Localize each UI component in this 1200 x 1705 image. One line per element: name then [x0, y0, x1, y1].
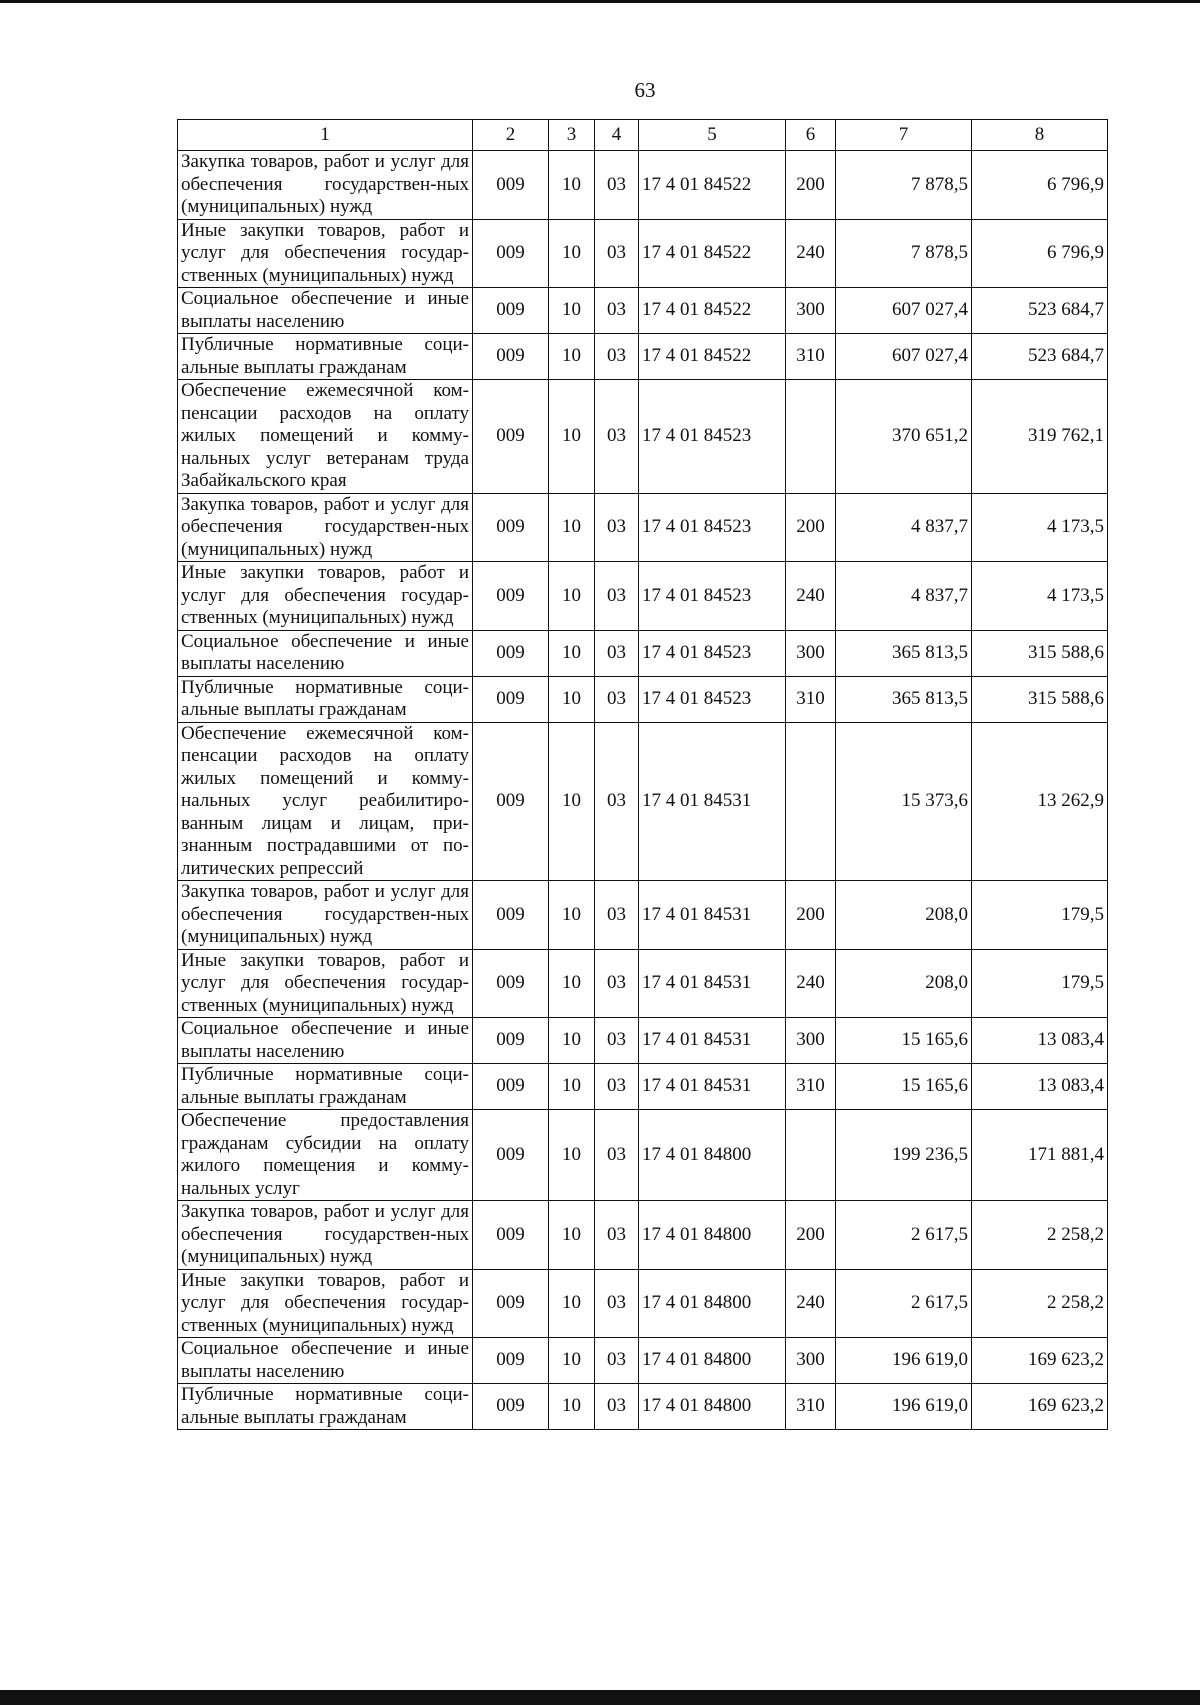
row-code-2-cell: 009: [473, 151, 549, 220]
row-amount-8-cell: 179,5: [972, 949, 1108, 1018]
row-code-6-cell: 240: [786, 949, 836, 1018]
scan-top-edge: [0, 0, 1200, 3]
table-row: [178, 219, 1108, 288]
row-amount-7-cell: 196 619,0: [836, 1384, 972, 1430]
row-amount-7-cell: 196 619,0: [836, 1338, 972, 1384]
row-amount-7-cell: 7 878,5: [836, 151, 972, 220]
row-code-4-cell: 03: [595, 1269, 639, 1338]
row-amount-7-cell: 15 165,6: [836, 1018, 972, 1064]
row-code-2-cell: 009: [473, 1201, 549, 1270]
column-header-4: 4: [595, 120, 639, 151]
row-name-cell: Социальное обеспечение и иные выплаты населению: [178, 288, 473, 334]
row-code-4-cell: 03: [595, 1018, 639, 1064]
row-amount-7-cell: 2 617,5: [836, 1201, 972, 1270]
row-code-5-cell: 17 4 01 84531: [639, 949, 786, 1018]
row-code-3-cell: 10: [549, 676, 595, 722]
row-code-2-cell: 009: [473, 676, 549, 722]
row-code-6-cell: [786, 722, 836, 881]
row-code-5-cell: 17 4 01 84531: [639, 722, 786, 881]
row-code-5-cell: 17 4 01 84522: [639, 334, 786, 380]
scan-bottom-edge: [0, 1690, 1200, 1705]
row-code-6-cell: 300: [786, 630, 836, 676]
row-code-4-cell: 03: [595, 1384, 639, 1430]
row-code-3-cell: 10: [549, 949, 595, 1018]
row-amount-7-cell: 208,0: [836, 881, 972, 950]
row-name-cell: Публичные нормативные соци-альные выплаты гражданам: [178, 1384, 473, 1430]
row-code-6-cell: 200: [786, 493, 836, 562]
row-code-5-cell: 17 4 01 84523: [639, 630, 786, 676]
row-code-2-cell: 009: [473, 1384, 549, 1430]
row-code-2-cell: 009: [473, 380, 549, 494]
row-code-2-cell: 009: [473, 1269, 549, 1338]
row-name-cell: Обеспечение ежемесячной ком-пенсации расходов на оплату жилых помещений и комму-нальных услуг реабилитиро-ванным лицам и лицам, при-знанным пострадавшими от по-литических репрессий: [178, 722, 473, 881]
row-code-6-cell: 200: [786, 881, 836, 950]
row-code-5-cell: 17 4 01 84531: [639, 1064, 786, 1110]
table-body: [178, 151, 1108, 1430]
row-amount-7-cell: 4 837,7: [836, 562, 972, 631]
row-code-6-cell: 310: [786, 676, 836, 722]
row-code-4-cell: 03: [595, 334, 639, 380]
table-row: [178, 881, 1108, 950]
row-code-3-cell: 10: [549, 1269, 595, 1338]
row-name-cell: Закупка товаров, работ и услуг для обеспечения государствен-ных (муниципальных) нужд: [178, 1201, 473, 1270]
row-name-cell: Закупка товаров, работ и услуг для обеспечения государствен-ных (муниципальных) нужд: [178, 493, 473, 562]
column-header-1: 1: [178, 120, 473, 151]
row-code-3-cell: 10: [549, 493, 595, 562]
row-amount-7-cell: 370 651,2: [836, 380, 972, 494]
row-code-4-cell: 03: [595, 630, 639, 676]
row-amount-7-cell: 15 165,6: [836, 1064, 972, 1110]
row-code-6-cell: 240: [786, 562, 836, 631]
row-amount-8-cell: 13 083,4: [972, 1064, 1108, 1110]
row-code-5-cell: 17 4 01 84531: [639, 1018, 786, 1064]
row-code-4-cell: 03: [595, 1110, 639, 1201]
row-code-2-cell: 009: [473, 219, 549, 288]
page-number: 63: [634, 78, 656, 102]
row-code-5-cell: 17 4 01 84531: [639, 881, 786, 950]
budget-table: [177, 119, 1108, 1430]
row-amount-8-cell: 315 588,6: [972, 676, 1108, 722]
row-code-3-cell: 10: [549, 380, 595, 494]
table-row: [178, 1269, 1108, 1338]
row-code-4-cell: 03: [595, 493, 639, 562]
row-code-3-cell: 10: [549, 1201, 595, 1270]
row-name-cell: Иные закупки товаров, работ и услуг для обеспечения государ-ственных (муниципальных) нужд: [178, 219, 473, 288]
row-name-cell: Обеспечение предоставления гражданам субсидии на оплату жилого помещения и комму-нальных услуг: [178, 1110, 473, 1201]
row-code-4-cell: 03: [595, 1064, 639, 1110]
row-code-5-cell: 17 4 01 84522: [639, 288, 786, 334]
row-code-3-cell: 10: [549, 334, 595, 380]
row-code-2-cell: 009: [473, 334, 549, 380]
row-code-5-cell: 17 4 01 84523: [639, 562, 786, 631]
row-code-2-cell: 009: [473, 493, 549, 562]
row-name-cell: Социальное обеспечение и иные выплаты населению: [178, 1338, 473, 1384]
row-code-3-cell: 10: [549, 1018, 595, 1064]
row-code-3-cell: 10: [549, 722, 595, 881]
table-header: [178, 120, 1108, 151]
row-name-cell: Публичные нормативные соци-альные выплаты гражданам: [178, 676, 473, 722]
row-code-5-cell: 17 4 01 84800: [639, 1338, 786, 1384]
column-header-3: 3: [549, 120, 595, 151]
column-header-2: 2: [473, 120, 549, 151]
row-amount-8-cell: 2 258,2: [972, 1201, 1108, 1270]
row-code-5-cell: 17 4 01 84522: [639, 219, 786, 288]
row-amount-7-cell: 7 878,5: [836, 219, 972, 288]
row-code-4-cell: 03: [595, 219, 639, 288]
row-code-2-cell: 009: [473, 1110, 549, 1201]
table-row: [178, 562, 1108, 631]
row-name-cell: Закупка товаров, работ и услуг для обеспечения государствен-ных (муниципальных) нужд: [178, 151, 473, 220]
row-code-5-cell: 17 4 01 84800: [639, 1110, 786, 1201]
row-code-2-cell: 009: [473, 1018, 549, 1064]
row-code-3-cell: 10: [549, 1338, 595, 1384]
row-code-3-cell: 10: [549, 288, 595, 334]
table-row: [178, 1338, 1108, 1384]
row-code-3-cell: 10: [549, 219, 595, 288]
row-amount-8-cell: 4 173,5: [972, 562, 1108, 631]
row-code-4-cell: 03: [595, 380, 639, 494]
row-code-5-cell: 17 4 01 84522: [639, 151, 786, 220]
row-code-6-cell: 200: [786, 1201, 836, 1270]
row-code-4-cell: 03: [595, 1201, 639, 1270]
row-code-6-cell: 300: [786, 1018, 836, 1064]
row-code-6-cell: [786, 380, 836, 494]
row-code-5-cell: 17 4 01 84523: [639, 676, 786, 722]
table-row: [178, 493, 1108, 562]
table-row: [178, 288, 1108, 334]
row-amount-8-cell: 523 684,7: [972, 288, 1108, 334]
row-code-6-cell: [786, 1110, 836, 1201]
row-amount-8-cell: 319 762,1: [972, 380, 1108, 494]
row-amount-8-cell: 6 796,9: [972, 151, 1108, 220]
row-code-6-cell: 310: [786, 1064, 836, 1110]
row-amount-7-cell: 199 236,5: [836, 1110, 972, 1201]
row-code-2-cell: 009: [473, 288, 549, 334]
row-code-2-cell: 009: [473, 1338, 549, 1384]
row-code-5-cell: 17 4 01 84523: [639, 493, 786, 562]
table-row: [178, 1110, 1108, 1201]
row-amount-8-cell: 4 173,5: [972, 493, 1108, 562]
row-amount-7-cell: 607 027,4: [836, 288, 972, 334]
row-code-4-cell: 03: [595, 676, 639, 722]
row-amount-7-cell: 607 027,4: [836, 334, 972, 380]
row-code-3-cell: 10: [549, 151, 595, 220]
table-row: [178, 380, 1108, 494]
row-amount-7-cell: 208,0: [836, 949, 972, 1018]
row-name-cell: Иные закупки товаров, работ и услуг для обеспечения государ-ственных (муниципальных) нужд: [178, 562, 473, 631]
row-code-6-cell: 310: [786, 334, 836, 380]
row-code-2-cell: 009: [473, 1064, 549, 1110]
row-code-4-cell: 03: [595, 722, 639, 881]
row-code-3-cell: 10: [549, 1384, 595, 1430]
row-name-cell: Иные закупки товаров, работ и услуг для обеспечения государ-ственных (муниципальных) нужд: [178, 949, 473, 1018]
row-code-6-cell: 300: [786, 1338, 836, 1384]
row-amount-8-cell: 13 262,9: [972, 722, 1108, 881]
row-code-2-cell: 009: [473, 562, 549, 631]
row-amount-8-cell: 13 083,4: [972, 1018, 1108, 1064]
row-code-5-cell: 17 4 01 84800: [639, 1201, 786, 1270]
table-row: [178, 334, 1108, 380]
row-amount-8-cell: 523 684,7: [972, 334, 1108, 380]
row-code-2-cell: 009: [473, 881, 549, 950]
row-code-2-cell: 009: [473, 722, 549, 881]
row-name-cell: Социальное обеспечение и иные выплаты населению: [178, 1018, 473, 1064]
row-code-3-cell: 10: [549, 1110, 595, 1201]
column-header-8: 8: [972, 120, 1108, 151]
row-name-cell: Обеспечение ежемесячной ком-пенсации расходов на оплату жилых помещений и комму-нальных услуг ветеранам труда Забайкальского края: [178, 380, 473, 494]
row-amount-8-cell: 315 588,6: [972, 630, 1108, 676]
row-amount-8-cell: 6 796,9: [972, 219, 1108, 288]
column-header-6: 6: [786, 120, 836, 151]
row-code-4-cell: 03: [595, 562, 639, 631]
row-code-5-cell: 17 4 01 84800: [639, 1384, 786, 1430]
row-amount-7-cell: 4 837,7: [836, 493, 972, 562]
row-amount-8-cell: 179,5: [972, 881, 1108, 950]
row-code-4-cell: 03: [595, 151, 639, 220]
row-amount-7-cell: 15 373,6: [836, 722, 972, 881]
column-header-7: 7: [836, 120, 972, 151]
row-amount-8-cell: 2 258,2: [972, 1269, 1108, 1338]
table-row: [178, 676, 1108, 722]
row-name-cell: Иные закупки товаров, работ и услуг для обеспечения государ-ственных (муниципальных) нужд: [178, 1269, 473, 1338]
row-name-cell: Социальное обеспечение и иные выплаты населению: [178, 630, 473, 676]
table-row: [178, 1384, 1108, 1430]
row-code-6-cell: 200: [786, 151, 836, 220]
row-code-2-cell: 009: [473, 630, 549, 676]
row-code-3-cell: 10: [549, 562, 595, 631]
row-code-3-cell: 10: [549, 630, 595, 676]
table-row: [178, 630, 1108, 676]
row-name-cell: Публичные нормативные соци-альные выплаты гражданам: [178, 1064, 473, 1110]
table-row: [178, 722, 1108, 881]
row-amount-8-cell: 171 881,4: [972, 1110, 1108, 1201]
table-row: [178, 1064, 1108, 1110]
row-amount-7-cell: 365 813,5: [836, 676, 972, 722]
row-code-3-cell: 10: [549, 881, 595, 950]
row-code-6-cell: 240: [786, 1269, 836, 1338]
row-amount-7-cell: 2 617,5: [836, 1269, 972, 1338]
row-amount-7-cell: 365 813,5: [836, 630, 972, 676]
table-row: [178, 949, 1108, 1018]
row-code-5-cell: 17 4 01 84800: [639, 1269, 786, 1338]
row-code-6-cell: 300: [786, 288, 836, 334]
column-header-5: 5: [639, 120, 786, 151]
row-code-4-cell: 03: [595, 288, 639, 334]
row-name-cell: Публичные нормативные соци-альные выплаты гражданам: [178, 334, 473, 380]
table-row: [178, 1018, 1108, 1064]
table-row: [178, 151, 1108, 220]
table-row: [178, 1201, 1108, 1270]
row-name-cell: Закупка товаров, работ и услуг для обеспечения государствен-ных (муниципальных) нужд: [178, 881, 473, 950]
row-code-4-cell: 03: [595, 949, 639, 1018]
row-code-4-cell: 03: [595, 881, 639, 950]
row-code-4-cell: 03: [595, 1338, 639, 1384]
row-code-2-cell: 009: [473, 949, 549, 1018]
row-code-6-cell: 240: [786, 219, 836, 288]
row-amount-8-cell: 169 623,2: [972, 1338, 1108, 1384]
header-row: [178, 120, 1108, 151]
row-amount-8-cell: 169 623,2: [972, 1384, 1108, 1430]
row-code-6-cell: 310: [786, 1384, 836, 1430]
row-code-3-cell: 10: [549, 1064, 595, 1110]
row-code-5-cell: 17 4 01 84523: [639, 380, 786, 494]
